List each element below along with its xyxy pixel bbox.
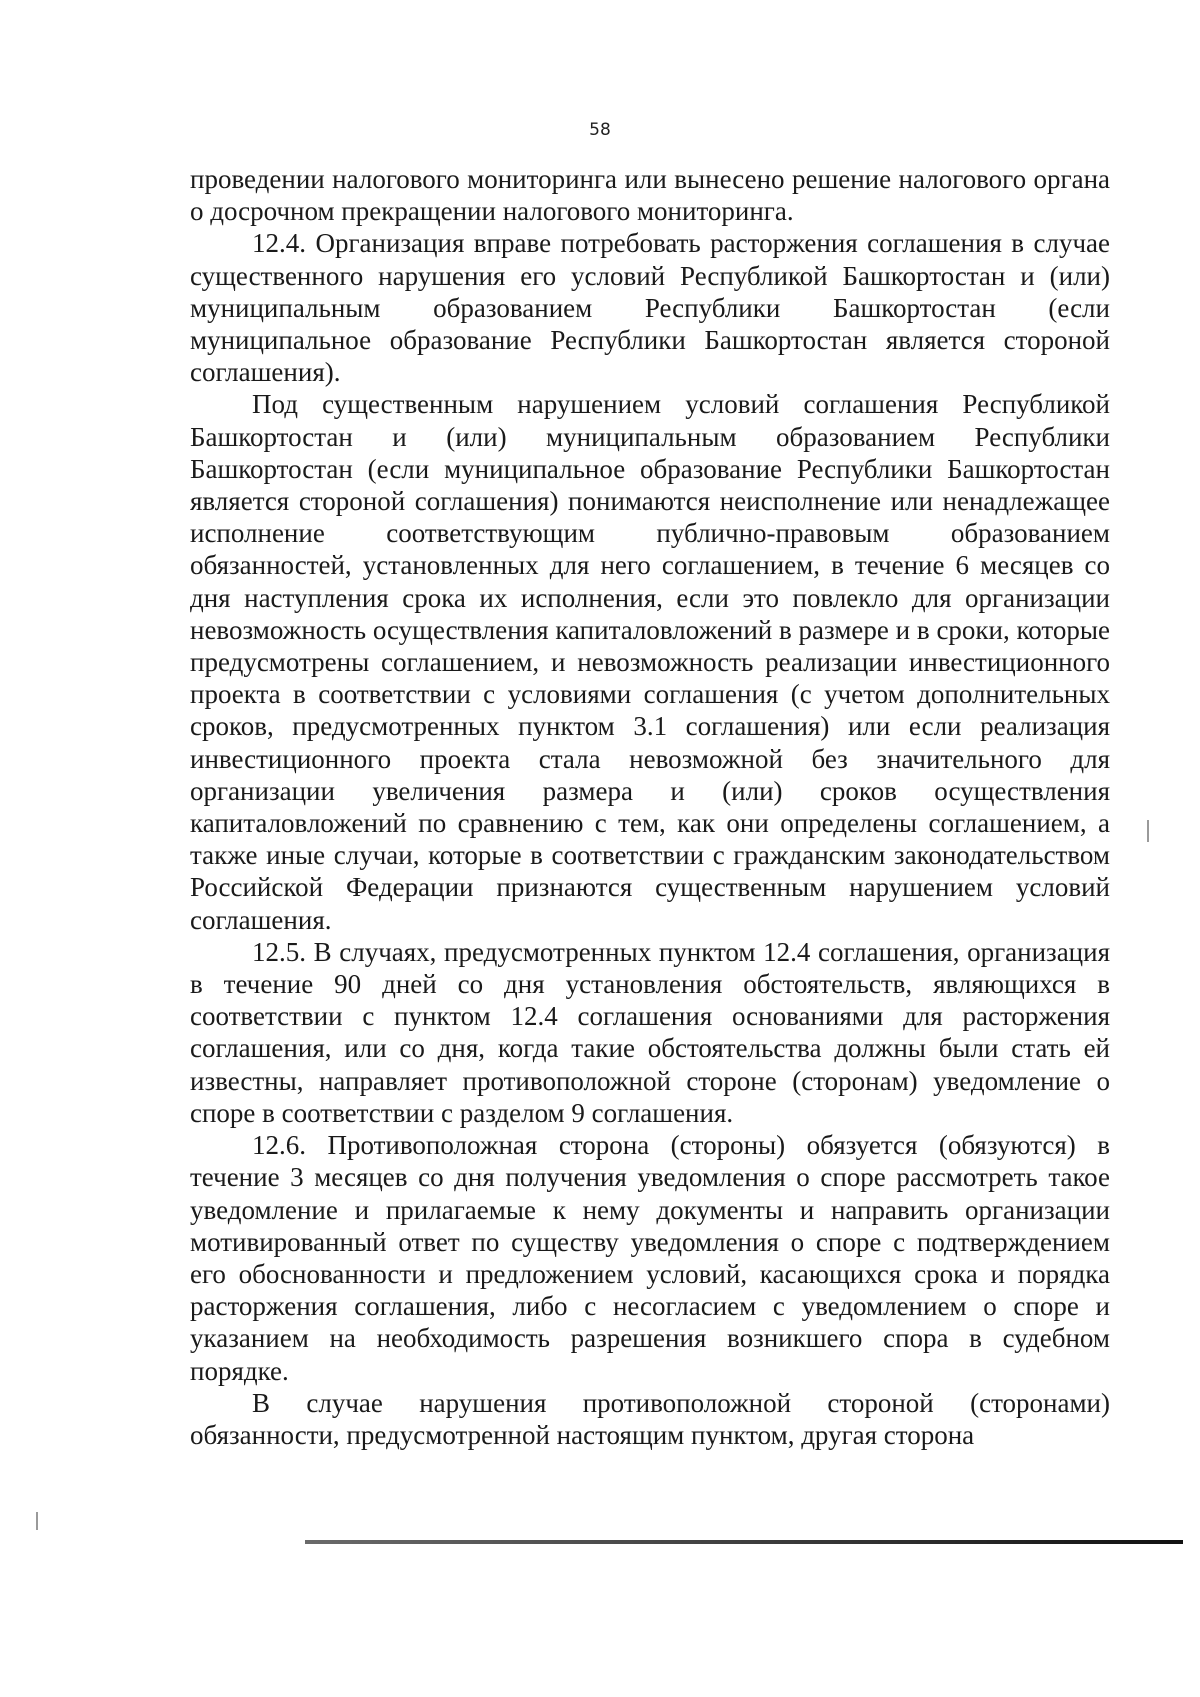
paragraph-violation: В случае нарушения противоположной стороной (сторонами) обязанности, предусмотренной настоящим пунктом, другая сторона — [190, 1387, 1110, 1450]
page-number: 58 — [589, 120, 611, 140]
paragraph-continuation: проведении налогового мониторинга или вынесено решение налогового органа о досрочном прекращении налогового мониторинга. — [190, 164, 1110, 227]
paragraph-material-breach: Под существенным нарушением условий соглашения Республикой Башкортостан и (или) муниципальным образованием Республики Башкортостан (если муниципальное образование Республики Башкортостан является стороной соглашения) понимаются неисполнение или ненадлежащее исполнение соответствующим публично-правовым образованием обязанностей, установленных для него соглашением, в течение 6 месяцев со дня наступления срока их исполнения, если это повлекло для организации невозможность осуществления капиталовложений в размере и в сроки, которые предусмотрены соглашением, и невозможность реализации инвестиционного проекта в соответствии с условиями соглашения (с учетом дополнительных сроков, предусмотренных пунктом 3.1 соглашения) или если реализация инвестиционного проекта стала невозможной без значительного для организации увеличения размера и (или) сроков осуществления капиталовложений по сравнению с тем, как они определены соглашением, а также иные случаи, которые в соответствии с гражданским законодательством Российской Федерации признаются существенным нарушением условий соглашения. — [190, 389, 1110, 935]
paragraph-12-6: 12.6. Противоположная сторона (стороны) обязуется (обязуются) в течение 3 месяцев со дня получения уведомления о споре рассмотреть такое уведомление и прилагаемые к нему документы и направить организации мотивированный ответ по существу уведомления о споре с подтверждением его обоснованности и предложением условий, касающихся срока и порядка расторжения соглашения, либо с несогласием с уведомлением о споре и указанием на необходимость разрешения возникшего спора в судебном порядке. — [190, 1130, 1110, 1386]
scan-artifact — [36, 1512, 38, 1530]
document-body — [190, 163, 1110, 1451]
paragraph-12-4: 12.4. Организация вправе потребовать расторжения соглашения в случае существенного нарушения его условий Республикой Башкортостан и (или) муниципальным образованием Республики Башкортостан (если муниципальное образование Республики Башкортостан является стороной соглашения). — [190, 228, 1110, 388]
bottom-scan-rule — [305, 1540, 1183, 1544]
paragraph-12-5: 12.5. В случаях, предусмотренных пунктом 12.4 соглашения, организация в течение 90 дней со дня установления обстоятельств, являющихся в соответствии с пунктом 12.4 соглашения основаниями для расторжения соглашения, или со дня, когда такие обстоятельства должны были стать ей известны, направляет противоположной стороне (сторонам) уведомление о споре в соответствии с разделом 9 соглашения. — [190, 936, 1110, 1128]
scan-artifact — [1147, 820, 1149, 842]
